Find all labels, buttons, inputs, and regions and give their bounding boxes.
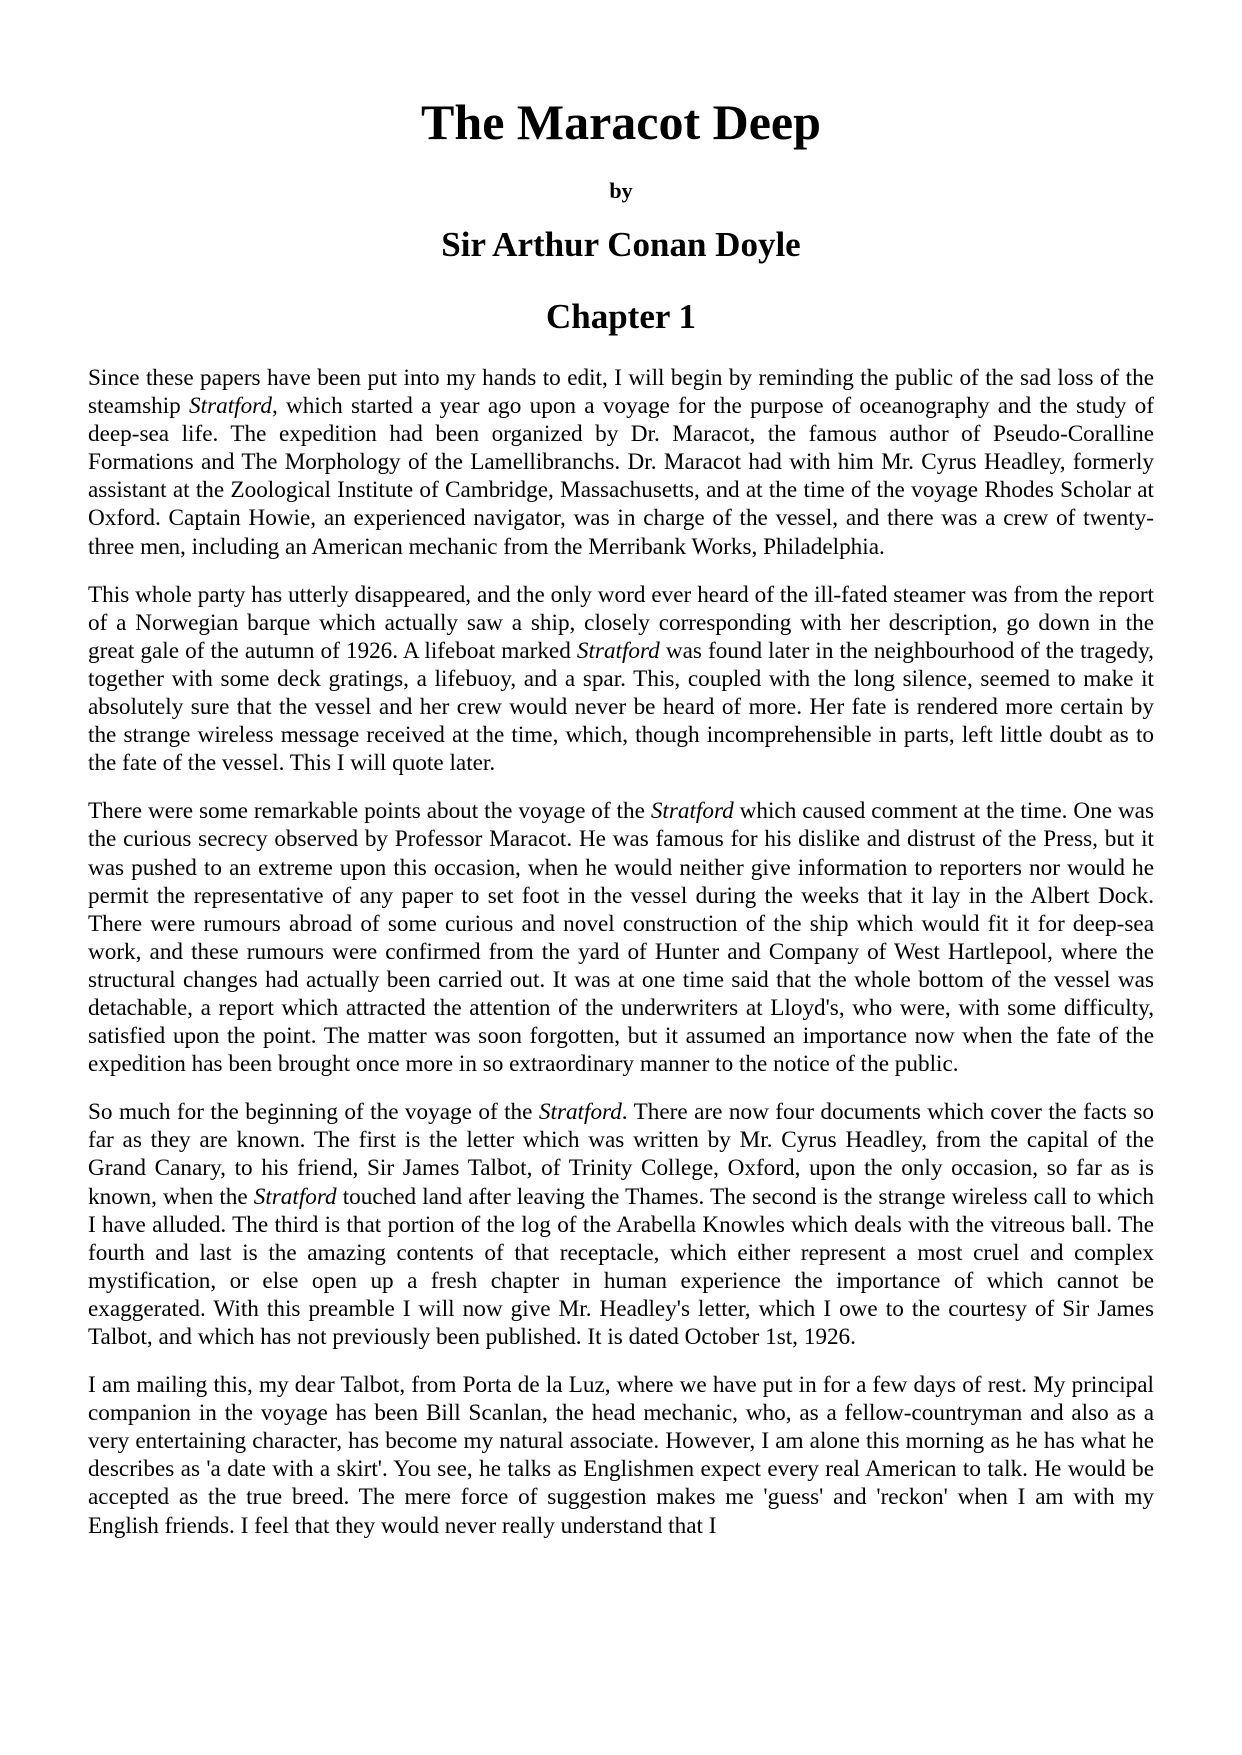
text-run: , which started a year ago upon a voyage for the purpose of oceanography and the study of deep-sea life. The expedition had been organized by Dr. Maracot, the famous author of Pseudo-Coralline Formations and The Morphology of the Lamellibranchs. Dr. Maracot had with him Mr. Cyrus Headley, formerly assistant at the Zoological Institute of Cambridge, Massachusetts, and at the time of the voyage Rhodes Scholar at Oxford. Captain Howie, an experienced navigator, was in charge of the vessel, and there was a crew of twenty-three men, including an American mechanic from the Merribank Works, Philadelphia. [88,393,1154,560]
text-run: So much for the beginning of the voyage of the [88,1099,539,1126]
paragraph [88,797,1154,1078]
book-title: The Maracot Deep [421,94,821,150]
chapter-heading: Chapter 1 [545,297,697,336]
paragraph [88,1098,1154,1351]
author-name: Sir Arthur Conan Doyle [441,225,801,264]
paragraph [88,581,1154,778]
paragraph [88,364,1154,561]
text-run: This whole party has utterly disappeared, and the only word ever heard of the ill-fated steamer was from the report of a Norwegian barque which actually saw a ship, closely corresponding with her description, go down in the great gale of the autumn of 1926. A lifeboat marked [88,581,1154,664]
text-run: There were some remarkable points about the voyage of the [88,798,651,825]
paragraph [88,1371,1154,1540]
text-run: which caused comment at the time. One was the curious secrecy observed by Professor Maracot. He was famous for his dislike and distrust of the Press, but it was pushed to an extreme upon this occasion, when he would neither give information to reporters nor would he permit the representative of any paper to set foot in the vessel during the weeks that it lay in the Albert Dock. There were rumours abroad of some curious and novel construction of the ship which would fit it for deep-sea work, and these rumours were confirmed from the yard of Hunter and Company of West Hartlepool, where the structural changes had actually been carried out. It was at one time said that the whole bottom of the vessel was detachable, a report which attracted the attention of the underwriters at Lloyd's, who were, with some difficulty, satisfied upon the point. The matter was soon forgotten, but it assumed an importance now when the fate of the expedition has been brought once more in so extraordinary manner to the notice of the public. [88,798,1154,1078]
ship-name-italic: Stratford [189,393,272,420]
text-run: touched land after leaving the Thames. The second is the strange wireless call to which I have alluded. The third is that portion of the log of the Arabella Knowles which deals with the vitreous ball. The fourth and last is the amazing contents of that receptacle, which either represent a most cruel and complex mystification, or else open up a fresh chapter in human experience the importance of which cannot be exaggerated. With this preamble I will now give Mr. Headley's letter, which I owe to the courtesy of Sir James Talbot, and which has not previously been published. It is dated October 1st, 1926. [88,1183,1154,1350]
ship-name-italic: Stratford [253,1183,337,1210]
ship-name-italic: Stratford [576,637,660,664]
text-run: . There are now four documents which cover the facts so far as they are known. The first is the letter which was written by Mr. Cyrus Headley, from the capital of the Grand Canary, to his friend, Sir James Talbot, of Trinity College, Oxford, upon the only occasion, so far as is known, when the [88,1099,1154,1210]
text-run: Since these papers have been put into my hands to edit, I will begin by reminding the public of the sad loss of the steamship [88,365,1154,420]
text-run: was found later in the neighbourhood of the tragedy, together with some deck gratings, a lifebuoy, and a spar. This, coupled with the long silence, seemed to make it absolutely sure that the vessel and her crew would never be heard of more. Her fate is rendered more certain by the strange wireless message received at the time, which, though incomprehensible in parts, left little doubt as to the fate of the vessel. This I will quote later. [88,637,1154,777]
body-text [88,364,1154,1540]
ship-name-italic: Stratford [650,798,734,825]
ship-name-italic: Stratford [538,1099,622,1126]
byline: by [609,178,633,203]
text-run: I am mailing this, my dear Talbot, from Porta de la Luz, where we have put in for a few days of rest. My principal companion in the voyage has been Bill Scanlan, the head mechanic, who, as a fellow-countryman and also as a very entertaining character, has become my natural associate. However, I am alone this morning as he has what he describes as 'a date with a skirt'. You see, he talks as Englishmen expect every real American to talk. He would be accepted as the true breed. The mere force of suggestion makes me 'guess' and 'reckon' when I am with my English friends. I feel that they would never really understand that I [88,1372,1154,1539]
